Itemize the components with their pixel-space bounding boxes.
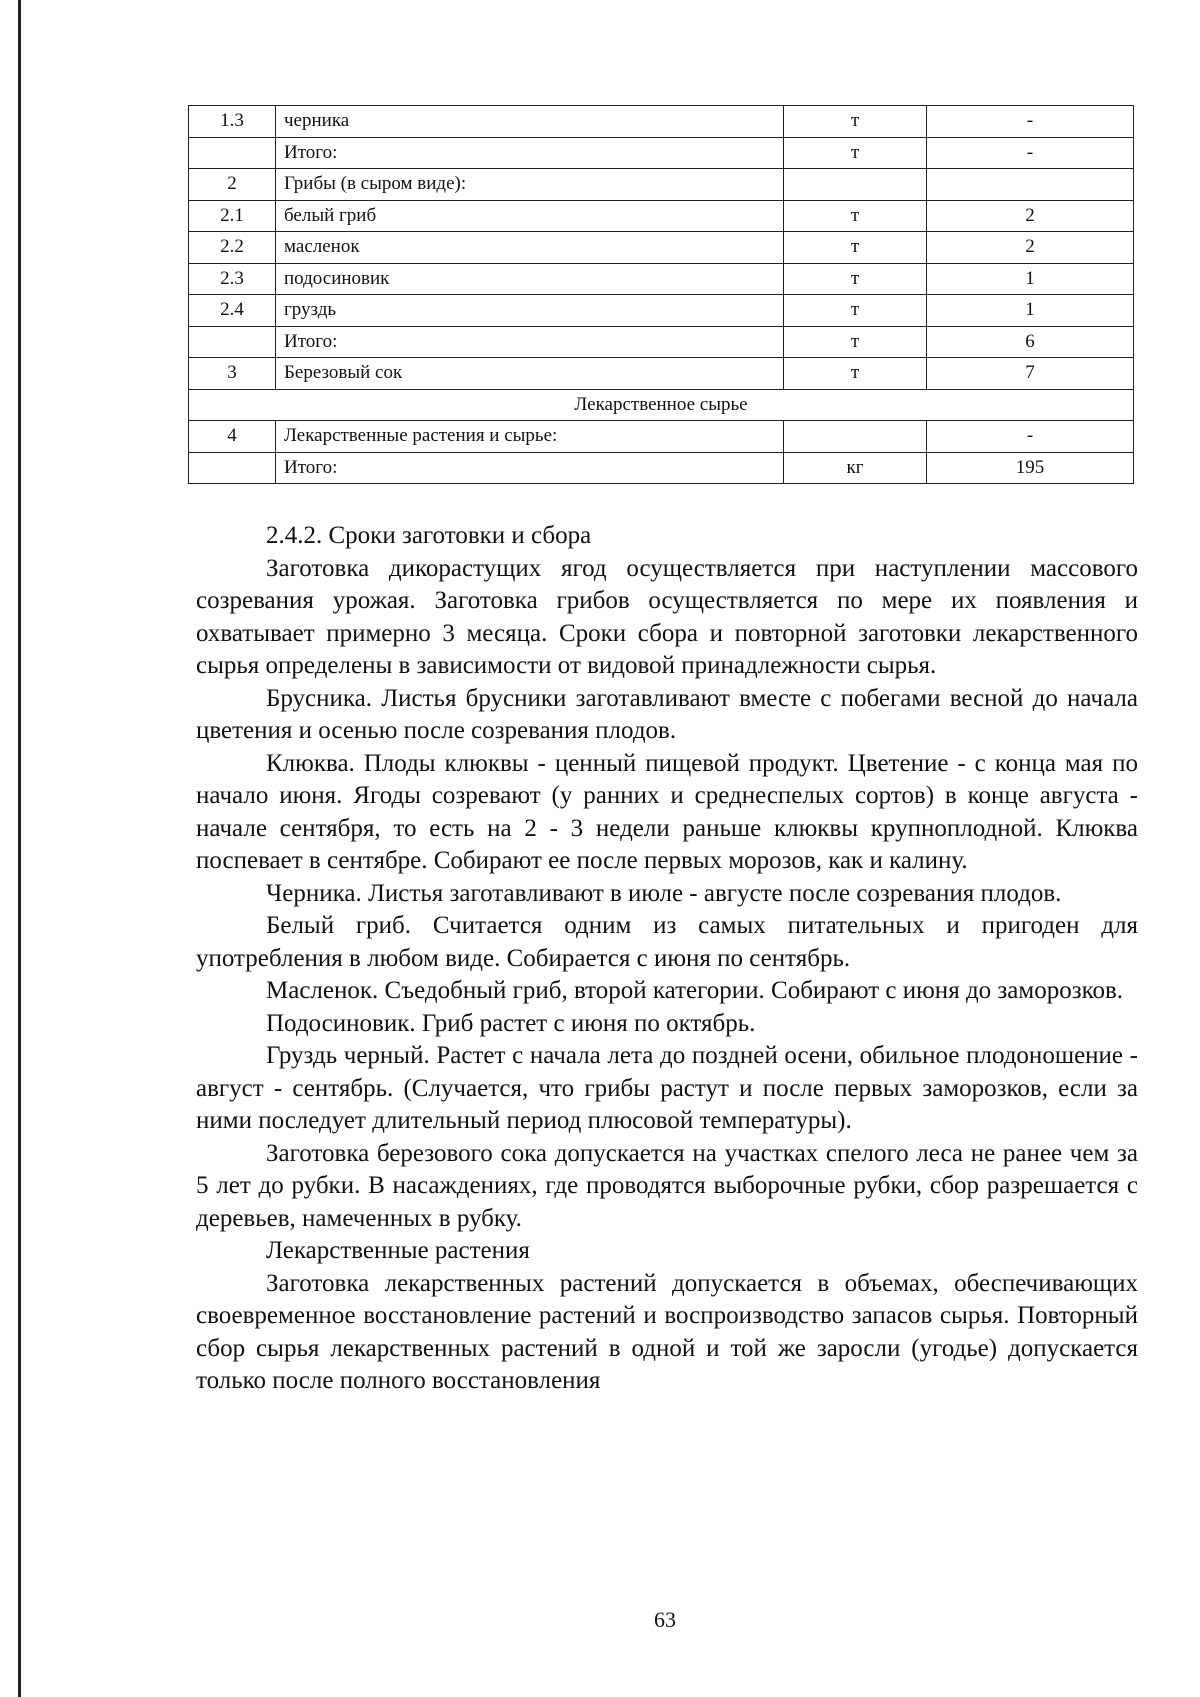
paragraph-gruzd: Груздь черный. Растет с начала лета до поздней осени, обильное плодоношение - август - сентябрь. (Случается, что грибы растут и после первых заморозков, если за ними последует длительный период плюсовой температуры). <box>196 1042 1138 1134</box>
table-row <box>189 137 1134 169</box>
table-row <box>189 295 1134 327</box>
row-unit-cell: т <box>784 200 927 232</box>
row-name-cell: белый гриб <box>276 200 784 232</box>
section-heading: 2.4.2. Сроки заготовки и сбора <box>266 522 592 549</box>
paragraph-podosinovik: Подосиновик. Гриб растет с июня по октябрь. <box>266 1009 756 1037</box>
row-unit-cell: т <box>784 326 927 358</box>
row-name-cell: подосиновик <box>276 263 784 295</box>
row-number-cell <box>189 326 276 358</box>
row-name-cell: Итого: <box>276 137 784 169</box>
table-row <box>189 106 1134 138</box>
row-number-cell: 4 <box>189 421 276 453</box>
row-value-cell: 195 <box>927 452 1134 484</box>
section-title-cell: Лекарственное сырье <box>189 389 1134 421</box>
scan-edge-line <box>18 0 21 1697</box>
row-name-cell: Итого: <box>276 326 784 358</box>
row-unit-cell: кг <box>784 452 927 484</box>
table-row <box>189 326 1134 358</box>
row-number-cell: 2 <box>189 169 276 201</box>
row-name-cell: Березовый сок <box>276 358 784 390</box>
paragraph-general: Заготовка дикорастущих ягод осуществляется при наступлении массового созревания урожая. Заготовка грибов осуществляется по мере их появления и охватывает примерно 3 месяца. Сроки сбора и повторной заготовки лекарственного сырья определены в зависимости от видовой принадлежности сырья. <box>196 554 1138 679</box>
row-number-cell: 2.4 <box>189 295 276 327</box>
row-value-cell: - <box>927 137 1134 169</box>
row-value-cell <box>927 169 1134 201</box>
paragraph-maslenok: Масленок. Съедобный гриб, второй категории. Собирают с июня до заморозков. <box>266 977 1124 1004</box>
row-unit-cell: т <box>784 263 927 295</box>
row-unit-cell: т <box>784 295 927 327</box>
row-unit-cell: т <box>784 358 927 390</box>
row-value-cell: 2 <box>927 232 1134 264</box>
row-number-cell: 2.2 <box>189 232 276 264</box>
table-row <box>189 263 1134 295</box>
table-row <box>189 232 1134 264</box>
row-unit-cell: т <box>784 232 927 264</box>
harvest-volume-table <box>188 105 1134 484</box>
page-number: 63 <box>654 1607 676 1632</box>
paragraph-medicinal: Заготовка лекарственных растений допускается в объемах, обеспечивающих своевременное восстановление растений и воспроизводство запасов сырья. Повторный сбор сырья лекарственных растений в одной и той же заросли (угодье) допускается только после полного восстановления <box>196 1269 1138 1394</box>
row-number-cell: 1.3 <box>189 106 276 138</box>
row-number-cell: 2.1 <box>189 200 276 232</box>
table-row <box>189 421 1134 453</box>
table-row <box>189 452 1134 484</box>
table-row <box>189 200 1134 232</box>
row-unit-cell: т <box>784 137 927 169</box>
paragraph-berezovyi-sok: Заготовка березового сока допускается на участках спелого леса не ранее чем за 5 лет до рубки. В насаждениях, где проводятся выборочные рубки, сбор разрешается с деревьев, намеченных в рубку. <box>196 1139 1138 1232</box>
table-row <box>189 169 1134 201</box>
section-text <box>196 520 1138 1398</box>
row-name-cell: черника <box>276 106 784 138</box>
paragraph-brusnika: Брусника. Листья брусники заготавливают вместе с побегами весной до начала цветения и осенью после созревания плодов. <box>196 684 1138 744</box>
paragraph-chernika: Черника. Листья заготавливают в июле - августе после созревания плодов. <box>266 879 1062 907</box>
row-name-cell: масленок <box>276 232 784 264</box>
table-section-row <box>189 389 1134 421</box>
row-unit-cell: т <box>784 106 927 138</box>
paragraph-belyi-grib: Белый гриб. Считается одним из самых питательных и пригоден для употребления в любом виде. Собирается с июня по сентябрь. <box>196 912 1138 972</box>
row-value-cell: - <box>927 106 1134 138</box>
row-value-cell: - <box>927 421 1134 453</box>
row-name-cell: груздь <box>276 295 784 327</box>
row-number-cell <box>189 452 276 484</box>
row-number-cell <box>189 137 276 169</box>
row-value-cell: 2 <box>927 200 1134 232</box>
row-unit-cell <box>784 421 927 453</box>
row-unit-cell <box>784 169 927 201</box>
row-number-cell: 3 <box>189 358 276 390</box>
row-value-cell: 1 <box>927 295 1134 327</box>
paragraph-klyukva: Клюква. Плоды клюквы - ценный пищевой продукт. Цветение - с конца мая по начало июня. Ягоды созревают (у ранних и среднеспелых сортов) в конце августа - начале сентября, то есть на 2 - 3 недели раньше клюквы крупноплодной. Клюква поспевает в сентябре. Собирают ее после первых морозов, как и калину. <box>196 749 1138 874</box>
row-value-cell: 6 <box>927 326 1134 358</box>
subheading-medicinal: Лекарственные растения <box>266 1237 530 1264</box>
row-name-cell: Грибы (в сыром виде): <box>276 169 784 201</box>
row-name-cell: Лекарственные растения и сырье: <box>276 421 784 453</box>
row-number-cell: 2.3 <box>189 263 276 295</box>
row-name-cell: Итого: <box>276 452 784 484</box>
row-value-cell: 7 <box>927 358 1134 390</box>
row-value-cell: 1 <box>927 263 1134 295</box>
table-row <box>189 358 1134 390</box>
